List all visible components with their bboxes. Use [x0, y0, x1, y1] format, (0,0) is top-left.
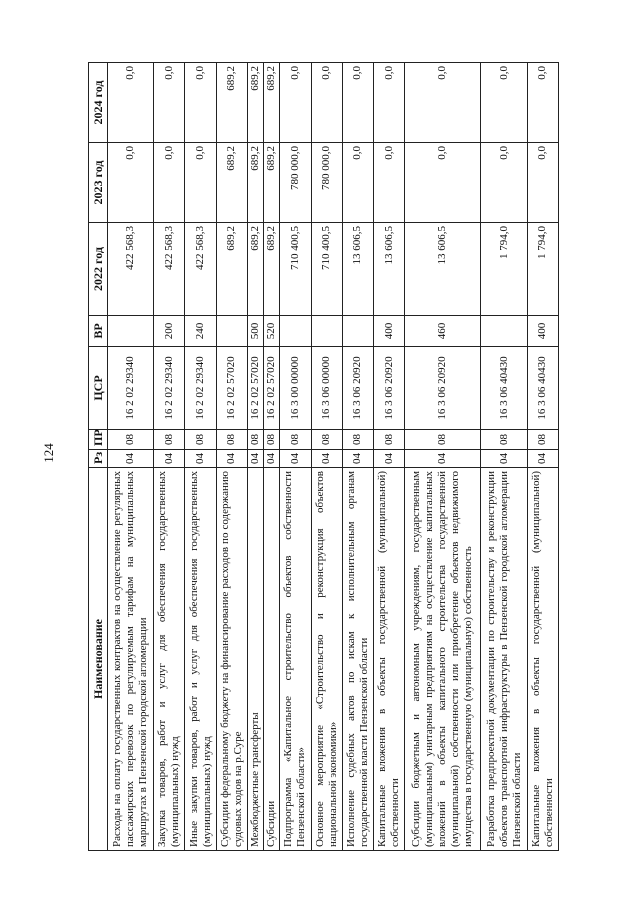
row-vr [108, 316, 154, 347]
row-name: Субсидии федеральному бюджету на финансирование расходов по содержанию судовых ходов на р.Суре [216, 468, 247, 851]
row-pr: 08 [247, 430, 263, 450]
row-pr: 08 [342, 430, 373, 450]
row-rz: 04 [154, 450, 185, 468]
row-rz: 04 [342, 450, 373, 468]
table-row [405, 63, 481, 851]
table-row [108, 63, 154, 851]
row-2022: 13 606,5 [342, 223, 373, 316]
row-2024: 689,2 [264, 63, 280, 143]
table-row [373, 63, 404, 851]
row-pr: 08 [216, 430, 247, 450]
row-name: Межбюджетные трансферты [247, 468, 263, 851]
table-row [216, 63, 247, 851]
row-vr [481, 316, 527, 347]
rotated-table-frame [88, 63, 559, 851]
page-number: 124 [41, 443, 56, 463]
row-2023: 0,0 [154, 143, 185, 223]
table-header-row [89, 63, 108, 851]
row-pr: 08 [280, 430, 311, 450]
row-2022: 422 568,3 [108, 223, 154, 316]
row-csr: 16 2 02 57020 [264, 347, 280, 430]
row-name: Капитальные вложения в объекты государственной (муниципальной) собственности [527, 468, 558, 851]
row-2022: 13 606,5 [373, 223, 404, 316]
row-pr: 08 [264, 430, 280, 450]
row-vr [216, 316, 247, 347]
row-rz: 04 [280, 450, 311, 468]
row-pr: 08 [527, 430, 558, 450]
row-2022: 710 400,5 [311, 223, 342, 316]
row-name: Исполнение судебных актов по искам к исполнительным органам государственной власти Пензенской области [342, 468, 373, 851]
row-rz: 04 [311, 450, 342, 468]
row-csr: 16 3 06 40430 [527, 347, 558, 430]
row-2023: 780 000,0 [311, 143, 342, 223]
row-name: Расходы на оплату государственных контрактов на осуществление регулярных пассажирских перевозок по регулируемым тарифам на муниципальных маршрутах в Пензенской городской агломерации [108, 468, 154, 851]
budget-table [88, 62, 559, 851]
row-rz: 04 [373, 450, 404, 468]
row-name: Капитальные вложения в объекты государственной (муниципальной) собственности [373, 468, 404, 851]
row-2024: 0,0 [311, 63, 342, 143]
row-2024: 0,0 [373, 63, 404, 143]
header-pr: ПР [89, 430, 108, 450]
row-rz: 04 [247, 450, 263, 468]
row-vr: 460 [405, 316, 481, 347]
table-row [247, 63, 263, 851]
row-2024: 0,0 [342, 63, 373, 143]
row-2023: 689,2 [264, 143, 280, 223]
row-2022: 422 568,3 [154, 223, 185, 316]
row-2022: 422 568,3 [185, 223, 216, 316]
table-row [154, 63, 185, 851]
row-csr: 16 2 02 57020 [247, 347, 263, 430]
row-pr: 08 [481, 430, 527, 450]
row-2024: 0,0 [280, 63, 311, 143]
row-vr [280, 316, 311, 347]
row-pr: 08 [405, 430, 481, 450]
row-vr: 400 [527, 316, 558, 347]
row-2023: 689,2 [247, 143, 263, 223]
row-csr: 16 2 02 57020 [216, 347, 247, 430]
row-csr: 16 3 06 00000 [311, 347, 342, 430]
row-2022: 710 400,5 [280, 223, 311, 316]
row-pr: 08 [185, 430, 216, 450]
row-name: Субсидии [264, 468, 280, 851]
header-rz: Рз [89, 450, 108, 468]
row-2022: 13 606,5 [405, 223, 481, 316]
row-2024: 0,0 [108, 63, 154, 143]
header-vr: ВР [89, 316, 108, 347]
row-csr: 16 2 02 29340 [185, 347, 216, 430]
table-row [280, 63, 311, 851]
row-2024: 689,2 [247, 63, 263, 143]
row-name: Подпрограмма «Капитальное строительство объектов собственности Пензенской области» [280, 468, 311, 851]
row-pr: 08 [108, 430, 154, 450]
row-rz: 04 [481, 450, 527, 468]
row-2023: 780 000,0 [280, 143, 311, 223]
row-2024: 689,2 [216, 63, 247, 143]
table-row [264, 63, 280, 851]
row-vr [342, 316, 373, 347]
row-csr: 16 3 06 40430 [481, 347, 527, 430]
row-name: Закупка товаров, работ и услуг для обеспечения государственных (муниципальных) нужд [154, 468, 185, 851]
row-2022: 1 794,0 [481, 223, 527, 316]
row-vr: 500 [247, 316, 263, 347]
row-2023: 0,0 [108, 143, 154, 223]
row-2024: 0,0 [481, 63, 527, 143]
row-csr: 16 3 00 00000 [280, 347, 311, 430]
row-2024: 0,0 [154, 63, 185, 143]
row-csr: 16 3 06 20920 [373, 347, 404, 430]
row-name: Иные закупки товаров, работ и услуг для обеспечения государственных (муниципальных) нужд [185, 468, 216, 851]
table-row [185, 63, 216, 851]
header-name: Наименование [89, 468, 108, 851]
row-vr: 520 [264, 316, 280, 347]
row-2022: 689,2 [216, 223, 247, 316]
row-rz: 04 [527, 450, 558, 468]
row-2023: 0,0 [405, 143, 481, 223]
table-row [527, 63, 558, 851]
header-2022: 2022 год [89, 223, 108, 316]
row-csr: 16 2 02 29340 [108, 347, 154, 430]
row-2023: 0,0 [342, 143, 373, 223]
row-vr: 200 [154, 316, 185, 347]
table-row [311, 63, 342, 851]
row-2024: 0,0 [405, 63, 481, 143]
row-2023: 689,2 [216, 143, 247, 223]
row-rz: 04 [108, 450, 154, 468]
row-name: Разработка предпроектной документации по строительству и реконструкции объектов транспортной инфраструктуры в Пензенской городской агломерации Пензенской области [481, 468, 527, 851]
rotated-table-wrapper [88, 63, 559, 851]
row-csr: 16 2 02 29340 [154, 347, 185, 430]
row-vr [311, 316, 342, 347]
row-rz: 04 [264, 450, 280, 468]
row-name: Основное мероприятие «Строительство и реконструкция объектов национальной экономики» [311, 468, 342, 851]
row-vr: 240 [185, 316, 216, 347]
header-csr: ЦСР [89, 347, 108, 430]
row-pr: 08 [154, 430, 185, 450]
row-2022: 689,2 [264, 223, 280, 316]
table-row [342, 63, 373, 851]
row-2023: 0,0 [373, 143, 404, 223]
row-2024: 0,0 [527, 63, 558, 143]
row-2023: 0,0 [481, 143, 527, 223]
row-2023: 0,0 [185, 143, 216, 223]
row-rz: 04 [405, 450, 481, 468]
row-2024: 0,0 [185, 63, 216, 143]
row-rz: 04 [216, 450, 247, 468]
row-csr: 16 3 06 20920 [342, 347, 373, 430]
row-pr: 08 [373, 430, 404, 450]
row-2023: 0,0 [527, 143, 558, 223]
row-2022: 1 794,0 [527, 223, 558, 316]
table-row [481, 63, 527, 851]
row-csr: 16 3 06 20920 [405, 347, 481, 430]
row-2022: 689,2 [247, 223, 263, 316]
header-2024: 2024 год [89, 63, 108, 143]
row-name: Субсидии бюджетным и автономным учреждениям, государственным (муниципальным) унитарным предприятиям на осуществление капитальных вложений в объекты капитального строительства государственной (муниципальной) собственности или приобретение объектов недвижимого имущества в государственную (муниципальную) собственность [405, 468, 481, 851]
row-pr: 08 [311, 430, 342, 450]
row-vr: 400 [373, 316, 404, 347]
header-2023: 2023 год [89, 143, 108, 223]
row-rz: 04 [185, 450, 216, 468]
